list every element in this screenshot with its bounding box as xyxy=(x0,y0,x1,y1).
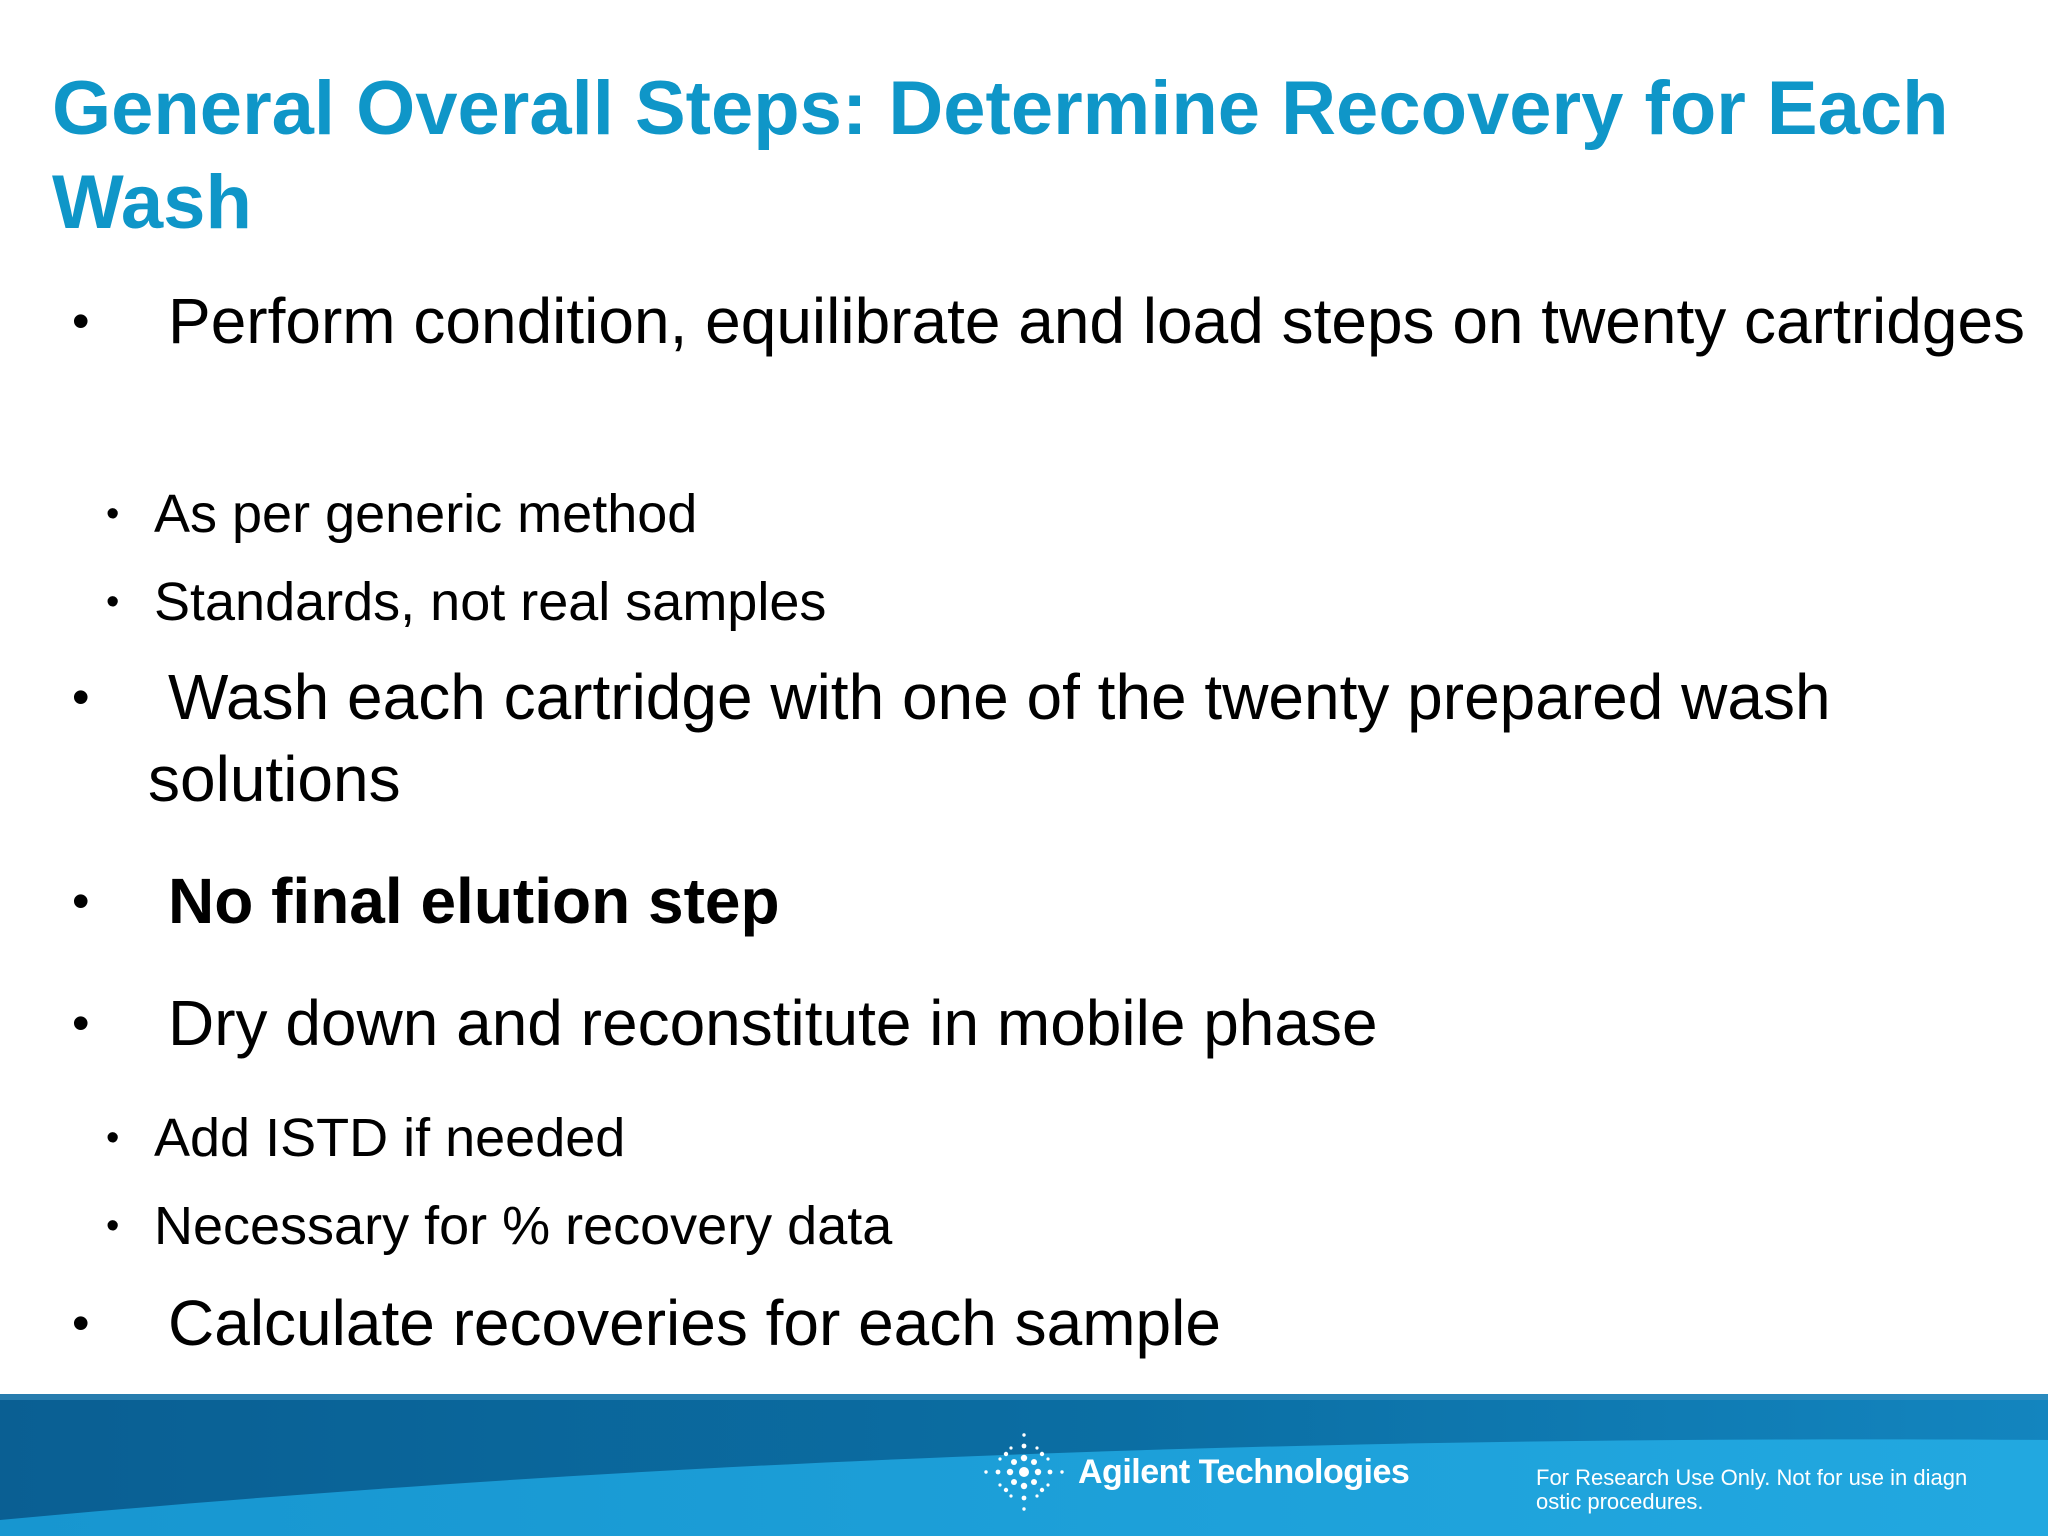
sub-bullet-item xyxy=(106,570,1994,634)
bullet-item xyxy=(72,280,2028,362)
bullet-icon: • xyxy=(72,293,90,349)
bullet-icon: • xyxy=(72,873,90,929)
bullet-text: No final elution step xyxy=(168,865,780,937)
disclaimer-text xyxy=(1536,1466,2026,1514)
slide-title: General Overall Steps: Determine Recovery for Each Wash xyxy=(52,66,1949,245)
bullet-item xyxy=(72,656,2028,820)
bullet-item xyxy=(72,860,2028,942)
sub-bullet-item xyxy=(106,1194,1994,1258)
disclaimer-line: For Research Use Only. Not for use in diagn xyxy=(1536,1465,1968,1490)
bullet-icon: • xyxy=(106,581,120,623)
bullet-icon: • xyxy=(106,493,120,535)
sub-bullet-text: Necessary for % recovery data xyxy=(154,1196,893,1256)
bullet-icon: • xyxy=(72,669,90,725)
bullet-text: Wash each cartridge with one of the twenty prepared wash solutions xyxy=(148,661,1831,815)
agilent-logo xyxy=(980,1430,1409,1514)
bullet-icon: • xyxy=(106,1205,120,1247)
sub-bullet-text: As per generic method xyxy=(154,484,698,544)
bullet-item xyxy=(72,982,2028,1064)
bullet-item xyxy=(72,1282,2028,1364)
bullet-icon: • xyxy=(72,995,90,1051)
bullet-icon: • xyxy=(106,1117,120,1159)
disclaimer-line: ostic procedures. xyxy=(1536,1489,1704,1514)
bullet-text: Calculate recoveries for each sample xyxy=(168,1287,1221,1359)
bullet-text: Perform condition, equilibrate and load steps on twenty cartridges xyxy=(168,285,2026,357)
bullet-text: Dry down and reconstitute in mobile phase xyxy=(168,987,1378,1059)
sub-bullet-text: Add ISTD if needed xyxy=(154,1108,626,1168)
bullet-icon: • xyxy=(72,1295,90,1351)
sub-bullet-item xyxy=(106,482,1994,546)
sub-bullet-item xyxy=(106,1106,1994,1170)
logo-text: Agilent Technologies xyxy=(1078,1452,1410,1491)
spark-burst-icon xyxy=(980,1430,1068,1514)
sub-bullet-text: Standards, not real samples xyxy=(154,572,827,632)
